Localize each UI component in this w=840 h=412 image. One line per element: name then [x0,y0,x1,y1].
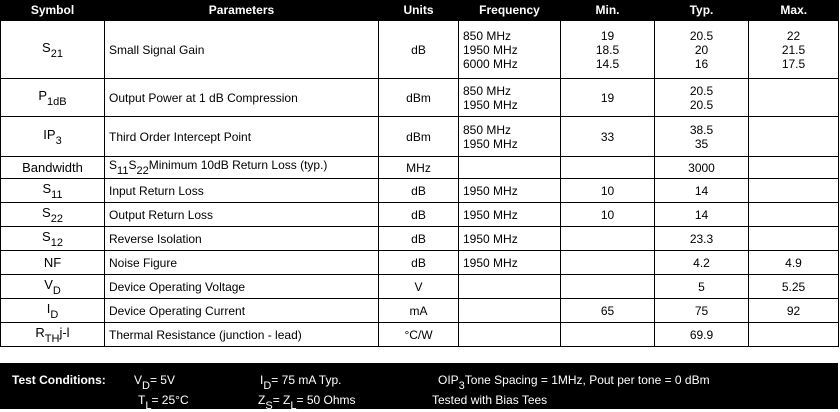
min-value: 33 [600,129,615,144]
units-cell: dBm [379,117,459,157]
max-cell [749,251,839,275]
table-row [1,117,839,157]
parameter-label: Device Operating Voltage [109,279,246,294]
parameter-cell [105,275,379,299]
symbol-subscript: TH [44,332,60,345]
symbol-subscript: D [50,308,59,321]
frequency-value: 1950 MHz [463,97,518,112]
typ-cell [655,299,749,323]
frequency-value: 850 MHz [463,122,512,137]
typ-cell [655,203,749,227]
symbol-main: S [42,180,52,196]
min-value: 10 [600,183,615,198]
typ-cell [655,227,749,251]
param-sub-1: 11 [117,165,129,177]
table-header-row [1,0,839,21]
symbol-main: IP [43,126,56,142]
min-cell [561,227,655,251]
typ-cell [655,179,749,203]
header-symbol: Symbol [1,0,105,21]
table-row [1,323,839,347]
max-cell [749,299,839,323]
min-cell [561,251,655,275]
typ-value: 14 [694,207,709,222]
test-condition-oip3: OIP3Tone Spacing = 1MHz, Pout per tone = 0 dBm [438,373,710,392]
parameter-cell [105,227,379,251]
parameter-cell [105,157,379,179]
typ-value: 20.5 [689,28,714,43]
max-cell [749,179,839,203]
symbol-main: Bandwidth [22,160,83,175]
frequency-value: 1950 MHz [463,183,518,198]
typ-value: 23.3 [689,231,714,246]
parameter-cell [105,251,379,275]
frequency-value: 850 MHz [463,83,512,98]
parameter-label: Device Operating Current [109,303,246,318]
units-cell: dB [379,227,459,251]
typ-cell [655,323,749,347]
frequency-cell [459,275,561,299]
typ-value: 16 [694,56,709,71]
min-value: 18.5 [595,42,620,57]
units-cell: dBm [379,79,459,117]
test-conditions-bar [0,363,838,412]
min-cell [561,21,655,79]
table-row [1,227,839,251]
typ-value: 20 [694,42,709,57]
min-value: 10 [600,207,615,222]
max-value: 22 [786,28,801,43]
min-cell [561,323,655,347]
symbol-main: V [44,276,53,292]
typ-value: 5 [698,279,705,294]
symbol-subscript: 22 [50,212,63,225]
symbol-cell [1,227,105,251]
frequency-cell [459,203,561,227]
min-cell [561,179,655,203]
typ-value: 4.2 [693,255,710,270]
typ-value: 69.9 [689,327,714,342]
units-cell: V [379,275,459,299]
typ-value: 75 [694,303,709,318]
min-cell [561,299,655,323]
symbol-cell [1,79,105,117]
parameter-cell [105,179,379,203]
test-condition-id: ID= 75 mA Typ. [260,373,342,392]
frequency-value: 1950 MHz [463,207,518,222]
max-cell [749,203,839,227]
parameter-cell [105,117,379,157]
typ-value: 38.5 [689,122,714,137]
symbol-cell [1,275,105,299]
typ-cell [655,21,749,79]
max-value: 4.9 [785,255,802,270]
typ-cell [655,79,749,117]
frequency-value: 1950 MHz [463,42,518,57]
frequency-cell [459,323,561,347]
symbol-cell [1,117,105,157]
table-row [1,275,839,299]
typ-cell [655,251,749,275]
max-cell [749,79,839,117]
header-max: Max. [749,0,839,21]
frequency-cell [459,227,561,251]
frequency-value: 1950 MHz [463,255,518,270]
typ-value: 20.5 [689,97,714,112]
header-typ: Typ. [655,0,749,21]
typ-value: 3000 [688,160,715,175]
max-cell [749,323,839,347]
symbol-subscript: 1dB [47,95,67,108]
parameter-label: Small Signal Gain [109,42,205,57]
units-cell: °C/W [379,323,459,347]
table-row [1,251,839,275]
units-cell: dB [379,179,459,203]
frequency-cell [459,251,561,275]
parameter-label: Minimum 10dB Return Loss (typ.) [148,158,328,172]
parameter-cell [105,299,379,323]
symbol-main: S [42,228,51,244]
symbol-cell [1,179,105,203]
symbol-cell [1,323,105,347]
typ-cell [655,275,749,299]
test-condition-bias-tees: Tested with Bias Tees [432,393,548,407]
parameter-cell [105,21,379,79]
max-value: 92 [786,303,801,318]
frequency-cell [459,117,561,157]
parameter-cell [105,79,379,117]
symbol-subscript: 12 [50,236,63,249]
symbol-main: S [42,39,51,55]
symbol-main: I [46,300,51,316]
parameter-cell [105,203,379,227]
symbol-main: S [42,204,51,220]
param-sym-1: S [109,158,118,172]
units-cell: dB [379,251,459,275]
test-conditions-label: Test Conditions: [12,373,106,387]
symbol-subscript: 21 [50,47,63,60]
frequency-cell [459,179,561,203]
frequency-value: 6000 MHz [463,56,518,71]
min-value: 14.5 [595,56,620,71]
symbol-cell [1,21,105,79]
header-min: Min. [561,0,655,21]
frequency-value: 1950 MHz [463,136,518,151]
min-value: 19 [600,28,615,43]
table-row [1,157,839,179]
min-cell [561,79,655,117]
param-sub-2: 22 [136,165,149,177]
symbol-cell [1,157,105,179]
parameter-label: Output Return Loss [109,207,214,222]
frequency-cell [459,299,561,323]
min-cell [561,157,655,179]
typ-cell [655,157,749,179]
parameter-label: Noise Figure [109,255,178,270]
min-value: 65 [600,303,615,318]
table-row [1,179,839,203]
frequency-value: 850 MHz [463,28,512,43]
parameter-label: Reverse Isolation [109,231,202,246]
test-condition-impedance: ZS= ZL= 50 Ohms [258,393,356,412]
symbol-cell [1,251,105,275]
units-cell: mA [379,299,459,323]
min-cell [561,117,655,157]
max-cell [749,275,839,299]
max-cell [749,21,839,79]
min-cell [561,203,655,227]
symbol-cell [1,203,105,227]
table-row [1,79,839,117]
units-cell: dB [379,203,459,227]
frequency-cell [459,21,561,79]
typ-value: 35 [694,136,709,151]
table-row [1,299,839,323]
symbol-subscript: 3 [55,134,62,147]
symbol-subscript: 11 [51,188,63,201]
parameter-label: Third Order Intercept Point [109,129,252,144]
symbol-main: NF [43,255,62,270]
header-frequency: Frequency [459,0,561,21]
max-value: 5.25 [781,279,806,294]
min-value: 19 [600,90,615,105]
max-value: 21.5 [781,42,806,57]
test-condition-vd: VD= 5V [134,373,175,392]
max-value: 17.5 [781,56,806,71]
parameter-label: Thermal Resistance (junction - lead) [109,327,302,342]
frequency-cell [459,79,561,117]
units-cell: dB [379,21,459,79]
units-cell: MHz [379,157,459,179]
table-row [1,203,839,227]
frequency-value: 1950 MHz [463,231,518,246]
parameter-cell [105,323,379,347]
symbol-suffix: j-l [59,324,70,340]
symbol-main: P [38,87,48,103]
symbol-cell [1,299,105,323]
max-cell [749,227,839,251]
frequency-cell [459,157,561,179]
header-units: Units [379,0,459,21]
symbol-main: R [35,324,45,340]
min-cell [561,275,655,299]
test-condition-tl: TL= 25°C [138,393,189,412]
table-row [1,21,839,79]
parameter-label: Input Return Loss [109,183,204,198]
typ-value: 20.5 [689,83,714,98]
typ-value: 14 [694,183,709,198]
symbol-subscript: D [52,284,61,297]
parameter-label: Output Power at 1 dB Compression [109,90,298,105]
header-parameters: Parameters [105,0,379,21]
typ-cell [655,117,749,157]
param-sym-2: S [128,158,137,172]
max-cell [749,157,839,179]
max-cell [749,117,839,157]
